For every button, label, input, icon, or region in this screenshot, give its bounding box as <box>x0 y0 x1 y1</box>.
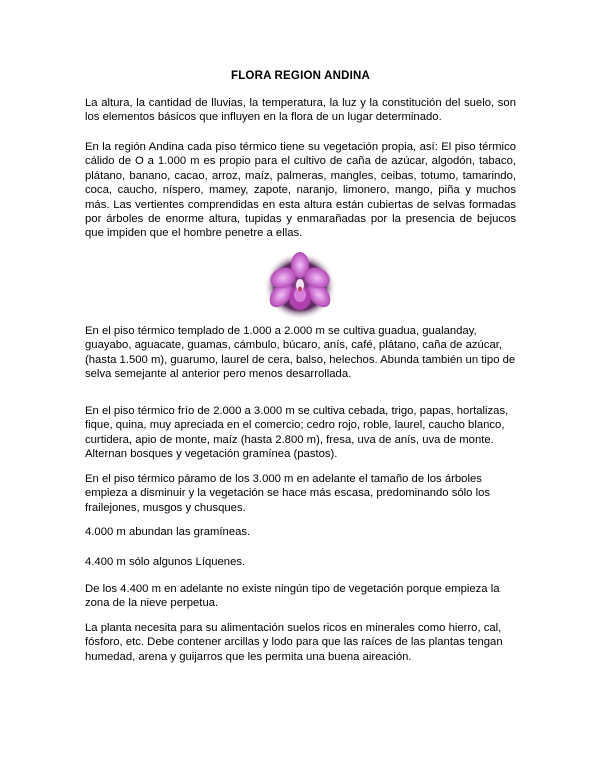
paragraph-nieve-perpetua: De los 4.400 m en adelante no existe ningún tipo de vegetación porque empieza la zona de la nieve perpetua. <box>85 583 500 610</box>
paragraph-intro: La altura, la cantidad de lluvias, la temperatura, la luz y la constitución del suelo, son los elementos básicos que influyen en la flora de un lugar determinado. <box>85 97 516 124</box>
orchid-flower-icon <box>263 251 337 321</box>
paragraph-piso-paramo: En el piso térmico páramo de los 3.000 m en adelante el tamaño de los árboles empieza a disminuir y la vegetación se hace más escasa, predominando sólo los frailejones, musgos y chusques. <box>85 473 491 514</box>
paragraph-piso-templado: En el piso térmico templado de 1.000 a 2.000 m se cultiva guadua, gualanday, guayabo, aguacate, guamas, cámbulo, búcaro, anís, café, plátano, caña de azúcar, (hasta 1.500 m), guarumo, laurel de cera, balso, helechos. Abunda también un tipo de selva semejante al anterior pero menos desarrollada. <box>85 325 516 381</box>
page-title: FLORA REGION ANDINA <box>230 70 371 82</box>
paragraph-4000m: 4.000 m abundan las gramíneas. <box>85 526 251 538</box>
paragraph-4400m: 4.400 m sólo algunos Líquenes. <box>85 556 246 568</box>
paragraph-piso-calido: En la región Andina cada piso térmico tiene su vegetación propia, así: El piso térmico cálido de O a 1.000 m es propio para el cultivo de caña de azúcar, algodón, tabaco, plátano, banano, cacao, arroz, maíz, palmeras, mangles, ceibas, totumo, tamarindo, coca, caucho, níspero, mamey, zapote, naranjo, limonero, mango, piña y muchos más. Las vertientes comprendidas en esta altura están cubiertas de selvas formadas por árboles de enorme altura, tupidas y enmarañadas por la presencia de bejucos que impiden que el hombre penetre a ellas. <box>85 141 516 240</box>
paragraph-suelos: La planta necesita para su alimentación suelos ricos en minerales como hierro, cal, fósforo, etc. Debe contener arcillas y lodo para que las raíces de las plantas tengan humedad, arena y guijarros que les permita una buena aireación. <box>85 622 503 663</box>
paragraph-piso-frio: En el piso térmico frío de 2.000 a 3.000 m se cultiva cebada, trigo, papas, hortalizas, fique, quina, muy apreciada en el comercio; cedro rojo, roble, laurel, caucho blanco, curtidera, apio de monte, maíz (hasta 2.800 m), fresa, uva de anís, uva de monte. Alternan bosques y vegetación gramínea (pastos). <box>85 405 509 461</box>
